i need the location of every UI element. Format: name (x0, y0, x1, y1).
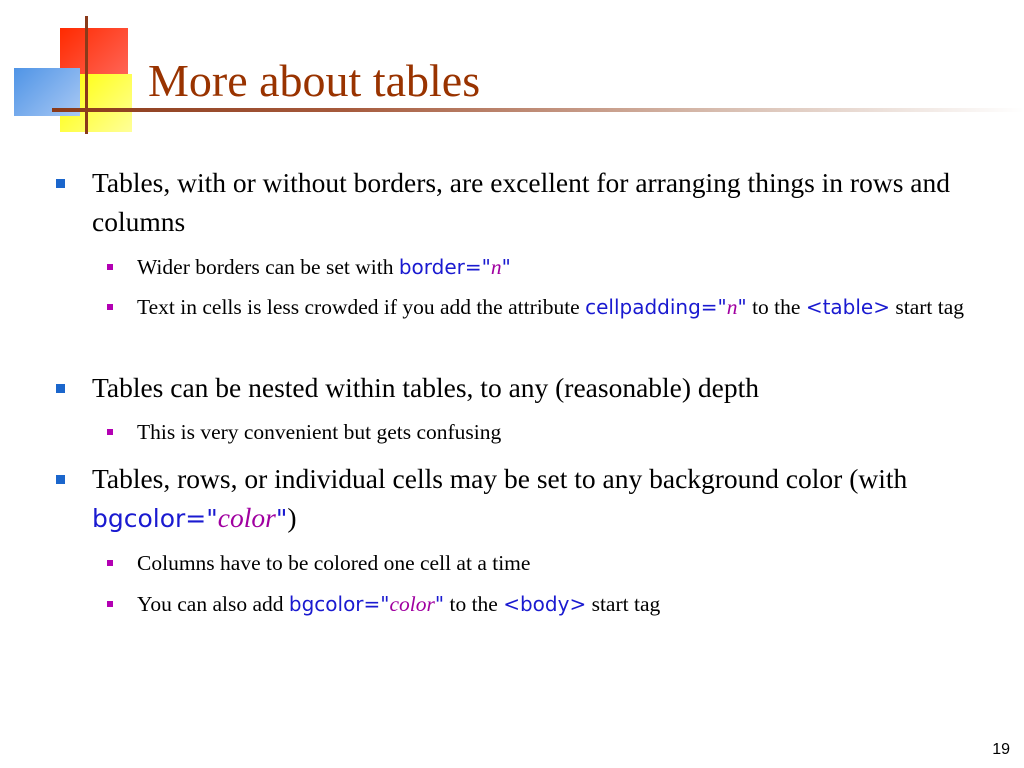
bullet-1 (92, 163, 1002, 241)
code-attr: cellpadding=" (585, 295, 727, 319)
code-quote: " (434, 592, 445, 616)
code-quote: " (275, 504, 288, 533)
sub-bullet-2-1 (137, 415, 987, 449)
code-attr: bgcolor=" (288, 592, 390, 616)
attr-param: n (726, 295, 738, 319)
code-quote: " (737, 295, 747, 319)
sub-bullet-text: You can also add (137, 592, 289, 616)
sub-bullet-text: Text in cells is less crowded if you add the attribute (137, 295, 586, 319)
attr-param: color (217, 502, 276, 533)
bullet-2 (92, 368, 1002, 407)
sub-bullet-text-mid: to the (444, 592, 504, 616)
sub-bullet-1-1 (137, 250, 987, 284)
page-number: 19 (992, 741, 1010, 758)
slide-title: More about tables (148, 55, 481, 106)
sub-bullet-1-2 (137, 290, 987, 324)
code-quote: " (501, 255, 511, 279)
bullet-2-text: Tables can be nested within tables, to any (reasonable) depth (92, 372, 760, 403)
bullet-3 (92, 459, 1002, 538)
code-tag: <body> (503, 592, 587, 616)
sub-bullet-text-mid: to the (746, 295, 806, 319)
attr-param: color (389, 592, 435, 616)
bullet-1-text: Tables, with or without borders, are excellent for arranging things in rows and columns (92, 167, 950, 237)
sub-bullet-3-1 (137, 546, 987, 580)
sub-bullet-text: Wider borders can be set with (137, 255, 399, 279)
sub-bullet-3-2 (137, 587, 987, 621)
sub-bullet-text-end: start tag (586, 592, 661, 616)
title-underline (52, 108, 1024, 112)
code-tag: <table> (805, 295, 890, 319)
bullet-3-text: Tables, rows, or individual cells may be set to any background color (with (92, 463, 908, 494)
sub-bullet-text: This is very convenient but gets confusing (137, 420, 502, 444)
sub-bullet-text-end: start tag (889, 295, 965, 319)
decor-vertical-line (85, 16, 88, 134)
code-attr: bgcolor=" (92, 504, 218, 533)
attr-param: n (490, 255, 502, 279)
code-attr: border=" (398, 255, 491, 279)
bullet-3-text-end: ) (287, 502, 297, 533)
sub-bullet-text: Columns have to be colored one cell at a time (137, 551, 531, 575)
